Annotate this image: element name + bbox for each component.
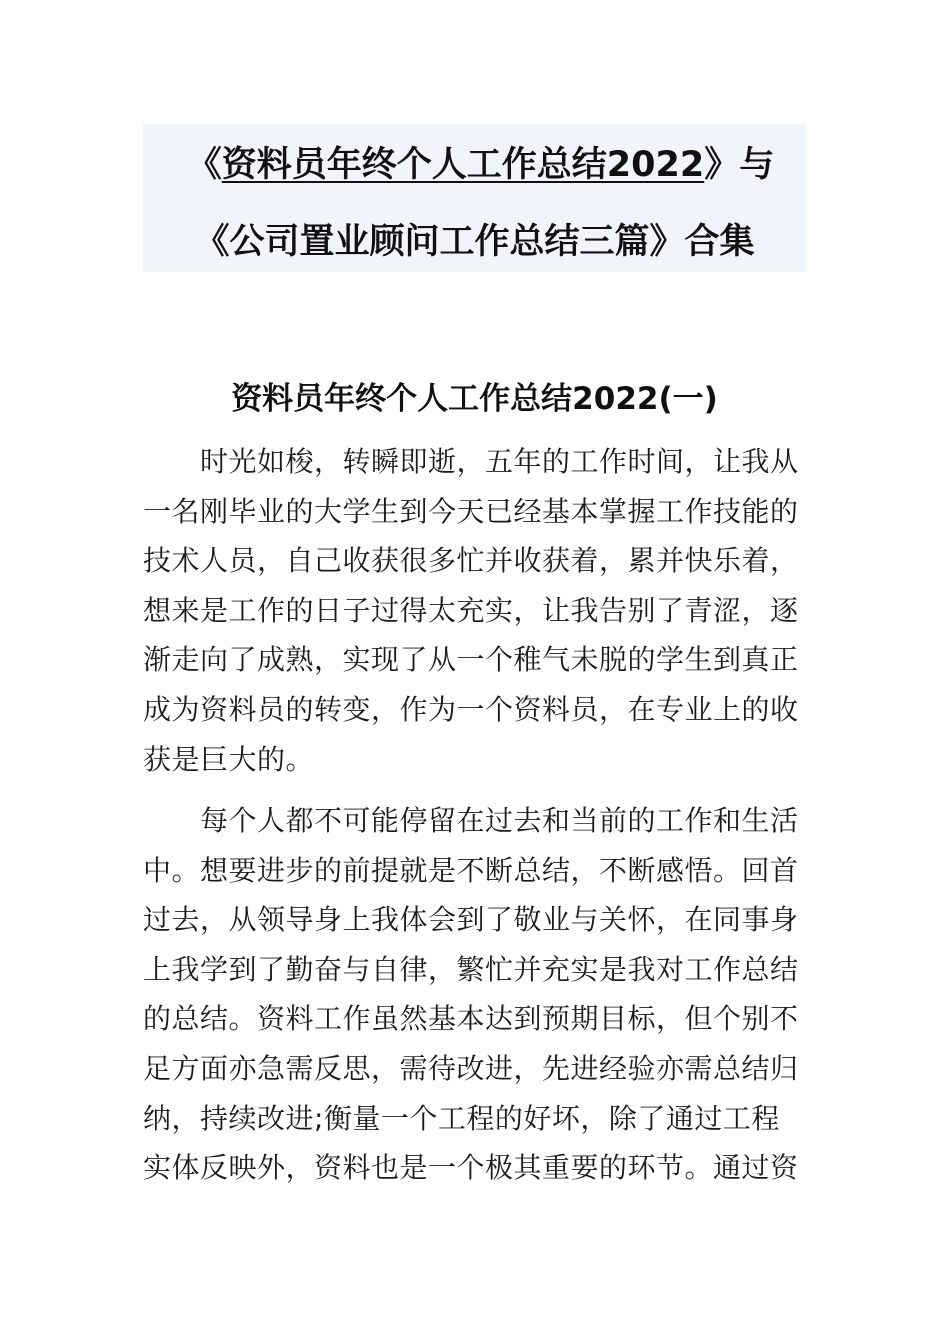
- paragraph-1: [143, 437, 806, 784]
- paragraph-line: 一名刚毕业的大学生到今天已经基本掌握工作技能的: [143, 494, 799, 528]
- paragraph-line: 的总结。资料工作虽然基本达到预期目标，但个别不: [143, 1002, 799, 1036]
- paragraph-line: 渐走向了成熟，实现了从一个稚气未脱的学生到真正: [143, 643, 799, 677]
- paragraph-2: [143, 796, 806, 1193]
- paragraph-line: 足方面亦急需反思，需待改进，先进经验亦需总结归: [143, 1051, 799, 1085]
- title-underlined-text: 资料员年终个人工作总结2022: [221, 145, 705, 185]
- paragraph-line: 技术人员，自己收获很多忙并收获着，累并快乐着，: [143, 544, 799, 578]
- paragraph-line: 纳，持续改进;衡量一个工程的好坏，除了通过工程: [143, 1101, 780, 1135]
- paragraph-line: 上我学到了勤奋与自律，繁忙并充实是我对工作总结: [143, 952, 799, 986]
- paragraph-line: 过去，从领导身上我体会到了敬业与关怀，在同事身: [143, 903, 799, 937]
- paragraph-line: 实体反映外，资料也是一个极其重要的环节。通过资: [143, 1151, 799, 1185]
- title-line-1: [149, 145, 812, 185]
- section-heading: 资料员年终个人工作总结2022(一): [231, 381, 718, 417]
- paragraph-line: 每个人都不可能停留在过去和当前的工作和生活: [200, 804, 799, 837]
- title-line-2: 《公司置业顾问工作总结三篇》合集: [194, 222, 755, 262]
- title-open-quote: 《: [186, 145, 222, 185]
- paragraph-line: 获是巨大的。: [143, 742, 315, 776]
- paragraph-line: 成为资料员的转变，作为一个资料员，在专业上的收: [143, 692, 799, 726]
- paragraph-line: 中。想要进步的前提就是不断总结，不断感悟。回首: [143, 853, 799, 887]
- title-close-quote: 》与: [704, 145, 775, 185]
- title-block: [143, 124, 806, 272]
- paragraph-line: 想来是工作的日子过得太充实，让我告别了青涩，逐: [143, 593, 799, 627]
- paragraph-line: 时光如梭，转瞬即逝，五年的工作时间，让我从: [200, 445, 799, 478]
